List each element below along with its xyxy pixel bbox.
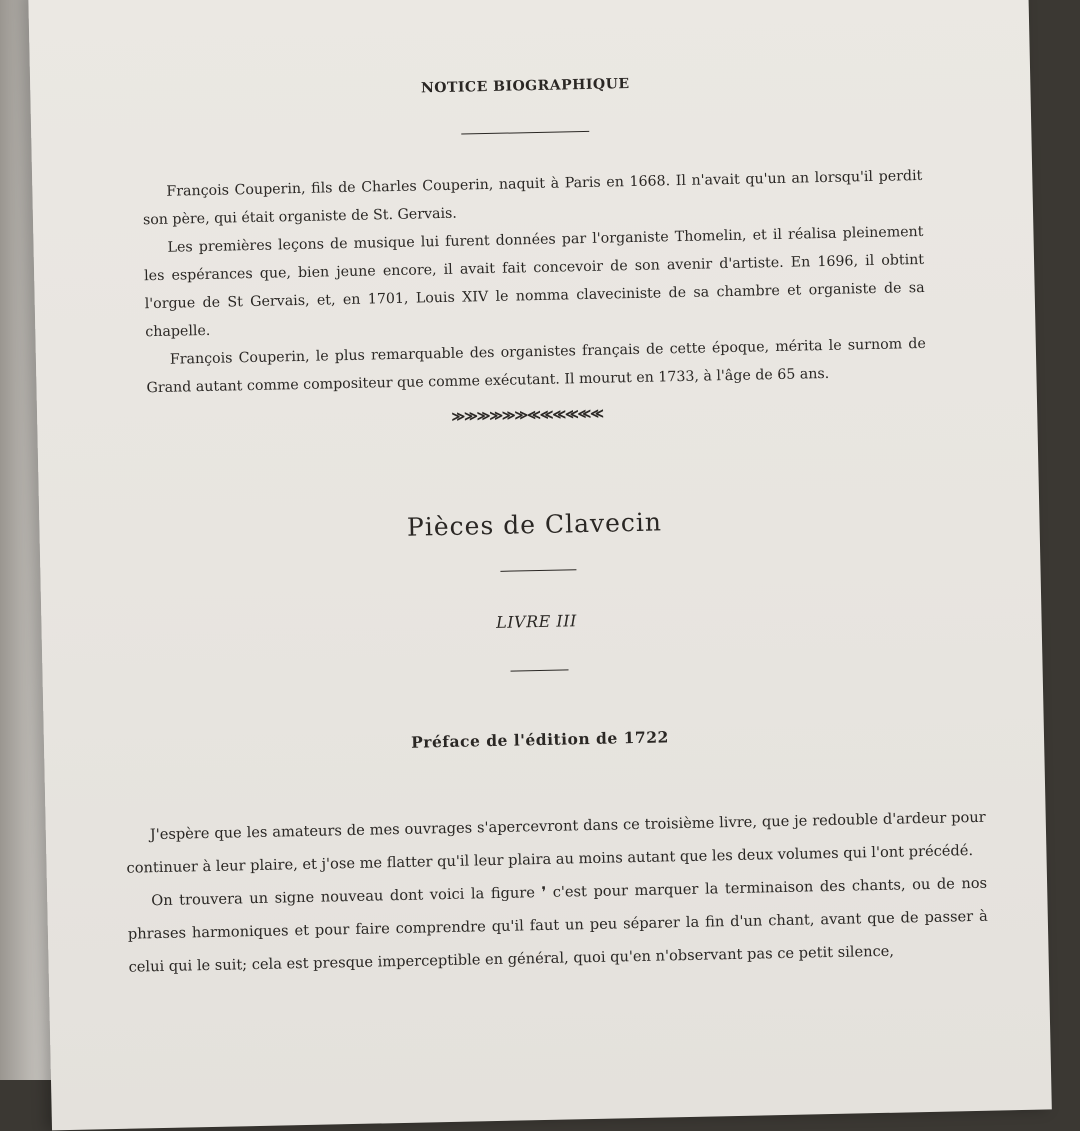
main-title: Pièces de Clavecin (406, 507, 663, 542)
preface-title: Préface de l'édition de 1722 (410, 727, 669, 752)
notice-rule (461, 131, 589, 135)
notice-paragraph: Les premières leçons de musique lui furent données par l'organiste Thomelin, et il réalisa pleinement les espérances que, bien jeune encore, il avait fait concevoir de son avenir d'artiste. En 1696, il obtint l'orgue de St Gervais, et, en 1701, Louis XIV le nomma claveciniste de sa chambre et organiste de sa chapelle. (144, 223, 925, 341)
ornament-divider: ≫≫≫≫≫≫≪≪≪≪≪≪ (451, 406, 603, 425)
notice-body (142, 162, 927, 402)
preface-paragraph: J'espère que les amateurs de mes ouvrages s'apercevront dans ce troisième livre, que je redouble d'ardeur pour continuer à leur plaire, et j'ose me flatter qu'il leur plaira au moins autant que les deux volumes qui l'ont précédé. (126, 808, 986, 877)
title-rule (500, 569, 576, 572)
book-label: LIVRE III (495, 611, 578, 632)
preface-body (126, 801, 989, 984)
book-rule (511, 669, 569, 671)
notice-paragraph: François Couperin, fils de Charles Couperin, naquit à Paris en 1668. Il n'avait qu'un an lorsqu'il perdit son père, qui était organiste de St. Gervais. (142, 167, 923, 229)
book-page (28, 0, 1052, 1130)
notice-title: NOTICE BIOGRAPHIQUE (420, 76, 630, 97)
notice-paragraph: François Couperin, le plus remarquable des organistes français de cette époque, mérita le surnom de Grand autant comme compositeur que comme exécutant. Il mourut en 1733, à l'âge de 65 ans. (146, 335, 926, 397)
preface-paragraph: On trouvera un signe nouveau dont voici la figure ❜ c'est pour marquer la terminaison des chants, ou de nos phrases harmoniques et pour faire comprendre qu'il faut un peu séparer la fin d'un chant, avant que de passer à celui qui le suit; cela est presque imperceptible en général, quoi qu'en n'observant pas ce petit silence, (127, 874, 988, 976)
